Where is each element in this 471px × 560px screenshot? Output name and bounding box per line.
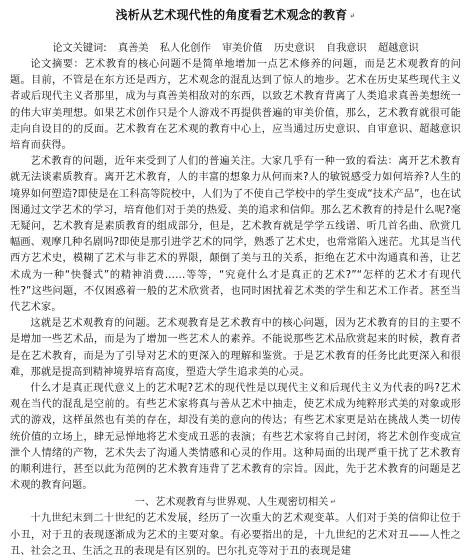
section-heading-text: 一、艺术观教育与世界观、人生观密切相关 [134, 497, 329, 509]
paragraph-mark-icon: ↵ [330, 498, 337, 507]
body-paragraph: 这就是艺术观教育的问题。艺术观教育是艺术教育中的核心问题，因为艺术教育的目的主要不是增加一些艺术品，而是为了增加一些艺术人的素养。不能说那些艺术品欣赏起来的时候，教育者是在艺术教育，而是为了引导对艺术的更深入的理解和鉴赏。于是艺术教育的任务比此更深入和很难，那就是提高到精神境界培育高度，塑造大学生追求美的心灵。 [10, 318, 461, 378]
document-title [10, 6, 461, 23]
document-title-text: 浅析从艺术现代性的角度看艺术观念的教育 [115, 8, 348, 22]
paragraph-mark-icon: ↵ [349, 11, 356, 20]
keyword-item: 超越意识 [377, 43, 419, 54]
abstract-paragraph: 论文摘要：艺术教育的核心问题不是简单地增加一点艺术修养的问题，而是艺术观教育的问题。目前，不管是在东方还是西方，艺术观念的混乱达到了惊人的地步。艺术在历史某些现代主义者或后现代主义者那里，成为与真善美相敌对的东西，以致艺术教育背离了人类追求真善美想统一的伟大审美理想。如果艺术创作只是个人游戏不再提供普遍的审美价值，那么，艺术教育就很可能走向自设目的的反面。艺术教育在艺术观的教育中心上，应当通过历史意识、自审意识、超越意识培育而获得。 [10, 59, 461, 152]
section-heading [10, 494, 461, 511]
body-paragraph: 什么才是真正现代意义上的艺术呢?艺术的现代性是以现代主义和后现代主义为代表的吗?艺术观在当代的混乱是空前的。有些艺术家将真与善从艺术中抽走，使艺术成为纯粹形式美的对象或形式的游戏，这样虽然也有美的存在，却没有美的意向的传达；有些艺术家更是站在挑战人类一切传统价值的立场上，肆无忌惮地将艺术变成丑恶的表演；有些艺术家将自己封闭，将艺术创作变成宣泄个人情绪的产物，艺术失去了沟通人类情感和心灵的作用。这种局面的出现严重干扰了艺术教育的顺利进行，甚至以此为范例的艺术教育违背了艺术教育的宗旨。因此，先于艺术教育的问题是艺术观的教育问题。 [10, 383, 461, 492]
body-paragraph: 十九世纪末到二十世纪的艺术发展，经历了一次重大的艺术观变革。人们对于美的信仰让位于小丑，对于丑的表现逐渐成为艺术的主要对象。有必要指出的是，十九世纪的艺术对丑——人性之丑、社会之丑、生活之丑的表现是有区别的。巴尔扎克等对于丑的表现是建 [10, 513, 461, 557]
keyword-item: 审美价值 [221, 43, 263, 54]
keyword-item: 真善美 [117, 43, 149, 54]
keywords-label: 论文关键词: [52, 43, 107, 54]
keyword-item: 私人化创作 [159, 43, 211, 54]
keyword-item: 历史意识 [273, 43, 315, 54]
keyword-item: 自我意识 [325, 43, 367, 54]
keywords-line [10, 41, 461, 57]
body-paragraph: 艺术教育的问题，近年来受到了人们的普遍关注。大家几乎有一种一致的看法：离开艺术教育就无法谈素质教育。离开艺术教育，人的丰富的想象力从何而来?人的敏锐感受力如何培养?人生的境界如何塑造?即使是在工科高等院校中，人们为了不使自己学校中的学生变成“技术产品”，也在试图通过文学艺术的学习，培育他们对于美的热爱、美的追求和信仰。那么艺术教育的持是什么呢?毫无疑问，艺术教育是素质教育的组成部分，但是，艺术教育就是学学五线谱、听几首名曲、欣赏几幅画、观摩几种名剧吗?即使是那引进学艺术的同学，熟悉了艺术史，也常常陷入迷茫。尤其是当代西方艺术史，模糊了艺术与非艺术的界限，颠倒了美与丑的关系，拒绝在艺术中沟通真和善，让艺术成为一种“快餐式”的精神消费……等等，“究竟什么才是真正的艺术?”“怎样的艺术才有现代性?”这些问题，不仅困惑着一般的艺术欣赏者，也同时困扰着艺术类的学生和艺术工作者。甚至当代艺术家。 [10, 156, 461, 314]
